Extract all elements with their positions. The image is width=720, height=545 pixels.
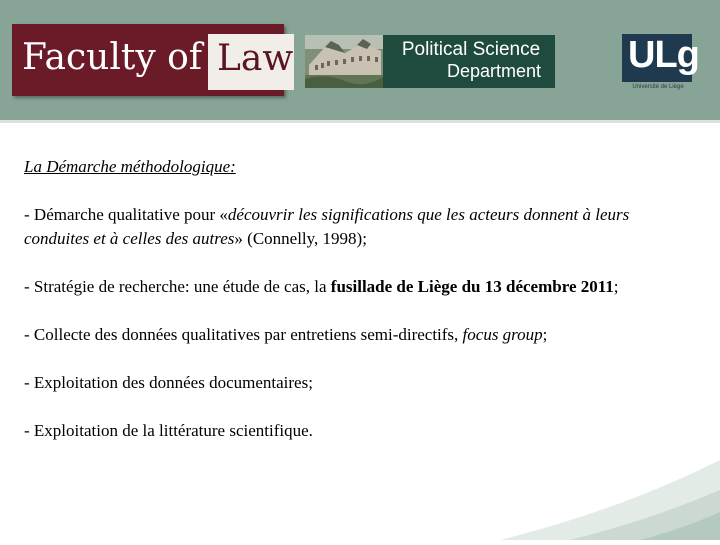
dept-title: Political Science (401, 39, 541, 60)
paragraph-documents: - Exploitation des données documentaires; (24, 373, 313, 392)
faculty-of-text: Faculty of (22, 37, 203, 78)
slide-content (24, 155, 684, 443)
slide-heading: La Démarche méthodologique: (24, 157, 236, 176)
building-photo (305, 35, 383, 88)
ulg-box (622, 34, 699, 82)
faculty-of-law-logo (12, 24, 294, 96)
header-divider (0, 120, 720, 123)
paragraph-data-collection (24, 323, 684, 347)
paragraph-methodology (24, 203, 684, 251)
political-science-department-logo (383, 35, 555, 88)
law-box (208, 34, 294, 90)
para2-suffix: ; (613, 277, 619, 296)
dept-subtitle: Department (446, 61, 541, 81)
law-text: Law (217, 38, 294, 79)
para3-focus-group: focus group (462, 325, 543, 344)
ulg-tagline: Université de Liège (632, 84, 684, 90)
para3-prefix: - Collecte des données qualitatives par entretiens semi-directifs, (24, 325, 463, 344)
para1-quote: découvrir les significations que les acteurs donnent à leurs conduites et à celles des autres (24, 205, 630, 248)
para2-prefix: - Stratégie de recherche: une étude de cas, la (24, 277, 331, 296)
para1-suffix: » (Connelly, 1998); (234, 229, 367, 248)
paragraph-strategy (24, 275, 684, 299)
ulg-logo (618, 32, 699, 98)
paragraph-literature: - Exploitation de la littérature scientifique. (24, 421, 313, 440)
corner-decoration (480, 450, 720, 540)
para2-case: fusillade de Liège du 13 décembre 2011 (330, 277, 614, 296)
para1-prefix: - Démarche qualitative pour « (24, 205, 228, 224)
ulg-text: ULg (628, 34, 699, 76)
para3-suffix: ; (542, 325, 548, 344)
